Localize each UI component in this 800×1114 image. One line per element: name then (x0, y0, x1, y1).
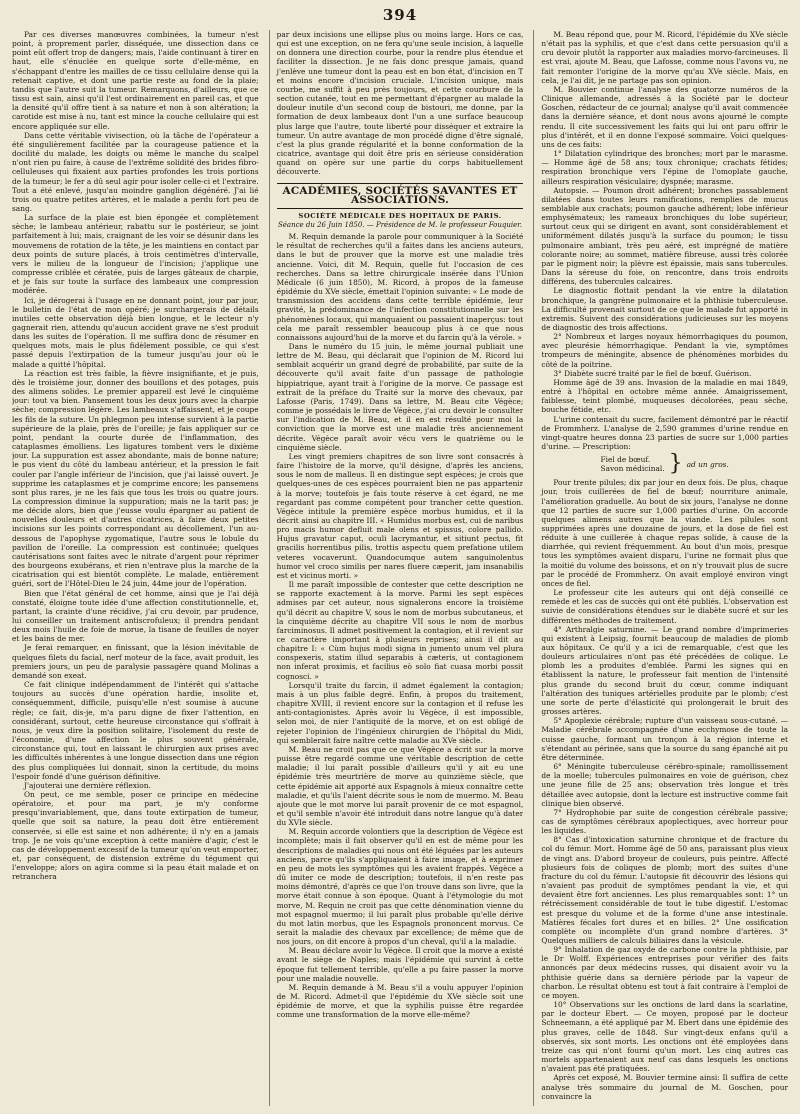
paragraph: Lorsqu'il traite du farcin, il admet également la contagion; mais à un plus faible degré. Enfin, à propos du traitement, chapitre XVIII, il revient encore sur la contagion et il refuse les anti-contagionistes. Après avoir lu Végèce, il est impossible, selon moi, de nier l'antiquité de la morve, et on est obligé de rejeter l'opinion de l'ingénieux chirurgien de l'hôpital du Midi, qui semblerait faire naître cette maladie au XVe siècle. (276, 680, 524, 745)
paragraph: Dans le numéro du 15 juin, le même journal publiait une lettre de M. Beau, qui déclarait que l'opinion de M. Ricord lui semblait acquérir un grand degré de probabilité, par suite de la découverte qu'il avait faite d'un passage de pathologie hippiatrique, ayant trait à l'origine de la morve. Ce passage est extrait de la préface du Traité sur la morve des chevaux, par Lafosse (Paris, 1749). Dans sa lettre, M. Beau cite Végèce; comme je possédais le livre de Végèce, j'ai cru devoir le consulter sur l'indication de M. Beau, et il en est résulté pour moi la conviction que la morve est une maladie très anciennement décrite. Végèce paraît avoir vécu vers le quatrième ou le cinquième siècle. (276, 342, 524, 452)
paragraph: Pour trente pilules; dix par jour en deux fois. De plus, chaque jour, trois cuillerées de fiel de bœuf; nourriture animale, l'amélioration graduelle. Au bout de six jours, l'analyse ne donne que 12 parties de sucre sur 1,000 parties d'urine. On accorde quelques alimens autres que la viande. Les pilules sont supprimées après une douzaine de jours, et la dose de fiel est réduite à une cuillerée à chaque repas solide, à cause de la diarrhée, qui revient fréquemment. Au bout d'un mois, presque tous les symptômes avaient disparu, l'urine ne formait plus que la moitié du volume des boissons, et on n'y trouvait plus de sucre par le procédé de Frommherz. On avait employé environ vingt onces de fiel. (541, 478, 788, 588)
paragraph: Bien que l'état général de cet homme, ainsi que je l'ai déjà constaté, éloigne toute idée d'une affection constitutionnelle, et, partant, la crainte d'une récidive, j'ai cru devoir, par prudence, lui conseiller un traitement antiscrofuleux; il prendra pendant deux mois l'huile de foie de morue, la tisane de feuilles de noyer et les bains de mer. (12, 588, 259, 644)
paragraph: M. Beau déclare avoir lu Végèce. Il croit que la morve a existé avant le siège de Naples; mais l'épidémie qui survint à cette époque fut tellement terrible, qu'elle a pu faire passer la morve pour une maladie nouvelle. (276, 946, 524, 983)
paragraph: L'urine contenait du sucre, facilement démontré par le réactif de Frommherz. L'analyse de 2,590 grammes d'urine rendue en vingt-quatre heures donna 23 parties de sucre sur 1,000 parties d'urine. — Prescription: (541, 414, 788, 452)
paragraph: M. Beau ne croit pas que ce que Végèce a écrit sur la morve puisse être regardé comme une véritable description de cette maladie; il lui paraît possible d'ailleurs qu'il y ait eu une épidémie très meurtrière de morve au quinzième siècle, que cette épidémie ait apporté aux Espagnols à mieux connaître cette maladie, et qu'ils l'aient décrite sous le nom de muermo. M. Beau ajoute que le mot morve lui paraît provenir de ce mot espagnol, et qu'il semble n'avoir été introduit dans notre langue qu'à dater du XVIe siècle. (276, 744, 524, 828)
paragraph: Dans cette véritable vivisection, où la tâche de l'opérateur a été singulièrement facilitée par la courageuse patience et la docilité du malade, les doigts ou même le manche du scalpel n'ont rien pu faire, à cause de l'extrême solidité des brides fibro-celluleuses qui fixaient aux parties profondes les trois portions de la tumeur; le fer a dû seul agir pour isoler celle-ci et l'extraire. Tout a été enlevé, jusqu'au moindre ganglion dégénéré. J'ai lié trois ou quatre petites artères, et le malade a perdu fort peu de sang. (12, 130, 259, 213)
paragraph: Il me paraît impossible de contester que cette description ne se rapporte exactement à la morve. Parmi les sept espèces admises par cet auteur, nous signalerons encore la troisième qu'il décrit au chapitre V, sous le nom de morbus subcutaneus, et la cinquième décrite au chapitre VII sous le nom de morbus farciminosus. Il admet positivement la contagion, et il revient sur ce caractère important à plusieurs reprises; ainsi il dit au chapitre I: « Cùm hujus modi signa in jumento unum vel plura conspexeris, statim illud separabis à cæteris, ut contagionem non inferat proximis, et facilius eò solo fiat cuasa morbi possit cognosci. » (276, 580, 524, 681)
paragraph: M. Beau répond que, pour M. Ricord, l'épidémie du XVe siècle n'était pas la syphilis, et que c'est dans cette persuasion qu'il a cru devoir plutôt la rapporter aux maladies morvo-farcineuses. Il est vrai, ajoute M. Beau, que Lafosse, comme nous l'avons vu, ne fait remonter l'origine de la morve qu'au XVe siècle. Mais, en cela, je l'ai dit, je ne partage pas son opinion. (541, 30, 788, 85)
brace-glyph: } (668, 451, 683, 477)
article-columns (12, 30, 788, 1106)
paragraph: J'ajouterai une dernière réflexion. (24, 780, 151, 790)
prescription-line: Fiel de bœuf. (600, 455, 651, 465)
prescription-line: Savon médicinal. (600, 464, 665, 474)
paragraph: 4° Arthralgie saturnine. — Le grand nombre d'imprimeries qui existent à Leipsig, fournit beaucoup de maladies de plomb aux hôpitaux. Ce qu'il y a ici de remarquable, c'est que les douleurs articulaires n'ont pas été précédées de colique. Le plomb les a produites d'emblée. Parmi les signes qui en établissent la nature, le professeur fait mention de l'intensité plus grande du second bruit du cœur, comme indiquant l'altération des tuniques artérielles produite par le plomb; c'est une sorte de perte d'élasticité qui prolongerait le bruit des grosses artères. (541, 624, 788, 717)
paragraph: 5° Apoplexie cérébrale; rupture d'un vaisseau sous-cutané. — Maladie cérébrale accompagnée d'une ecchymose de toute la cuisse gauche, formant un tronçon à la région interne et s'étendant au périnée, sans que la source du sang épanché ait pu être déterminée. (541, 716, 788, 762)
paragraph: Par ces diverses manœuvres combinées, la tumeur n'est point, à proprement parler, disséquée, une dissection dans ce point eût offert trop de dangers; mais, l'aide continuant à tirer en haut, elle s'énuclée en quelque sorte d'elle-même, en s'échappant d'entre les mailles de ce tissu cellulaire dense qui la retenait captive, et dont une partie reste au fond de la plaie; tandis que l'autre suit la tumeur. Remarquons, d'ailleurs, que ce tissu est sain, ainsi qu'il l'est ordinairement en pareil cas, et que la densité qu'il offre tient à sa nature et non à son altération; la carotide est mise à nu, tant est mince la couche cellulaire qui est encore appliquée sur elle. (12, 30, 259, 131)
paragraph: 8° Cas d'intoxication saturnine chronique et de fracture du col du fémur. Mort. Homme âgé de 50 ans, paraissant plus vieux de vingt ans. D'abord broyeur de couleurs, puis peintre. Affecté plusieurs fois de coliques de plomb; mort des suites d'une fracture du col du fémur. L'autopsie fit découvrir des lésions qui n'avaient pas produit de symptômes pendant la vie, et qui devaient être fort anciennes. Les plus remarquables sont: 1° un rétrécissement considérable de tout le tube digestif. L'estomac est presque du volume et de la forme d'une anse intestinale. Matières fécales fort dures et en billes. 2° Une ossification complète ou incomplète d'un grand nombre d'artères. 3° Quelques milliers de calculs biliaires dans la vésicule. (541, 835, 788, 945)
paragraph: Ce fait clinique indépendamment de l'intérêt qui s'attache toujours au succès d'une opération hardie, insolite et, conséquemment, difficile, puisqu'elle n'est soumise à aucune règle; ce fait, dis-je, m'a paru digne de fixer l'attention, en considérant, surtout, cette heureuse circonstance qui s'offrait à nous, je veux dire la position solitaire, l'isolement du reste de l'économie, d'une affection le plus souvent générale, circonstance qui, tout en laissant le chirurgien aux prises avec les difficultés inhérentes à une longue dissection dans une région des plus compliquées lui donnait, sinon la certitude, du moins l'espoir fondé d'une guérison définitive. (12, 680, 259, 781)
paragraph: La réaction est très faible, la fièvre insignifiante, et je puis, dès le troisième jour, donner des bouillons et des potages, puis des alimens solides. Le premier appareil est levé le cinquième jour: tout va bien. Pansement tous les deux jours avec la charpie sèche; compression légère. Les lambeaux s'affaissent, et je coupe les fils de la suture. Un phlegmon peu intense survient à la partie supérieure de la plaie, près de l'oreille; je fais appliquer sur ce point, pendant la courte durée de l'inflammation, des cataplasmes émolliens. Les ligatures tombent vers le dixième jour. La suppuration est assez abondante, mais de bonne nature; le pus vient du côté du lambeau antérieur, et la pression le fait couler par l'angle inférieur de l'incision, que j'ai laissé ouvert. Je supprime les cataplasmes et je comprime encore; les pansemens sont plus rares, je ne les fais que tous les trois ou quatre jours. La compression diminue la suppuration; mais ne la tarit pas; je me décide alors, bien que j'eusse voulu épargner au patient de nouvelles douleurs et d'autres cicatrices, à faire deux petites incisions sur les points correspondant au décollement, l'un au-dessous de l'apophyse zygomatique, l'autre sous le lobule du pavillon de l'oreille. La compression est continuée; quelques cautérisations sont faites avec le nitrate d'argent pour réprimer des bourgeons exubérans, et rien n'entrave plus la marche de la cicatrisation qui est bientôt complète. Le malade, entièrement guéri, sort de l'Hôtel-Dieu le 24 juin, 44me jour de l'opération. (12, 368, 259, 589)
paragraph: La surface de la plaie est bien épongée et complètement sèche; le lambeau antérieur, rabattu sur le postérieur, se joint parfaitement à lui; mais, craignant de les voir se désunir dans les mouvemens de rotation de la tête, je les maintiens en contact par deux points de suture placés, à trois centimètres d'intervalle, vers le milieu de la longueur de l'incision; j'applique une compresse criblée et cératée, puis de larges gâteaux de charpie, et je fais sur toute la surface des lambeaux une compression modérée. (12, 213, 259, 296)
prescription-block (541, 451, 788, 477)
prescription-dose: ad un gros. (686, 459, 729, 469)
paragraph: Le professeur cite les auteurs qui ont déjà conseillé ce remède et les cas de succès qui ont été publiés. L'observation est suivie de considérations étendues sur le diabète sucré et sur les différentes méthodes de traitement. (541, 588, 788, 625)
paragraph: 2° Nombreux et larges noyaux hémorrhagiques du poumon, avec pleurésie hémorrhagique. Pendant la vie, symptômes trompeurs de méningite, absence de phénomènes morbides du côté de la poitrine. (541, 332, 788, 369)
society-heading: SOCIÉTÉ MÉDICALE DES HOPITAUX DE PARIS. (298, 211, 502, 220)
paragraph: Après cet exposé, M. Bouvier termine ainsi: Il suffira de cette analyse très sommaire du journal de M. Goschen, pour convaincre la (541, 1073, 788, 1101)
paragraph: 9° Inhalation de gaz oxyde de carbone contre la phthisie, par le Dr Wolff. Expériences entreprises pour vérifier des faits annoncés par deux médecins russes, qui disaient avoir vu la phthisie guérie dans sa dernière période par la vapeur de charbon. Le résultat obtenu est tout à fait contraire à l'emploi de ce moyen. (541, 945, 788, 1000)
paragraph: M. Bouvier continue l'analyse des quatorze numéros de la Clinique allemande, adressés à la Société par le docteur Goschen, rédacteur de ce journal; analyse qu'il avait commencée dans la dernière séance, et dont nous avons ajourné le compte rendu. Il cite successivement les faits qui lui ont paru offrir le plus d'intérêt, et il en donne l'exposé sommaire. Voici quelques-uns de ces faits: (541, 84, 788, 149)
page-number: 394 (382, 6, 418, 24)
paragraph: M. Requin demande à M. Beau s'il a voulu appuyer l'opinion de M. Ricord. Admet-il que l'épidémie du XVe siècle soit une épidémie de morve, et que la syphilis puisse être regardée comme une transformation de la morve elle-même? (276, 982, 524, 1020)
paragraph: M. Requin demande la parole pour communiquer à la Société le résultat de recherches qu'il a faites dans les anciens auteurs, dans le but de prouver que la morve est une maladie très ancienne. Voici, dit M. Requin, quelle fut l'occasion de ces recherches. Dans sa lettre chirurgicale insérée dans l'Union Médicale (6 juin 1850), M. Ricord, à propos de la fameuse épidémie du XVe siècle, émettait l'opinion suivante: « Le mode de transmission des accidens dans cette terrible épidémie, leur gravité, la prédominance de l'infection constitutionnelle sur les phénomènes locaux, qui manquaient ou passaient inaperçus: tout cela me paraît ressembler beaucoup plus à ce que nous connaissons aujourd'hui de la morve et du farcin qu'à la vérole. » (276, 232, 524, 342)
paragraph: Le diagnostic flottait pendant la vie entre la dilatation bronchique, la gangrène pulmonaire et la phthisie tuberculeuse. La difficulté provenait surtout de ce que le malade fut apporté in extremis. Suivent des considérations judicieuses sur les moyens de diagnostic des trois affections. (541, 286, 788, 332)
section-heading: ACADÉMIES, SOCIÉTÉS SAVANTES ET ASSOCIATIONS. (277, 183, 524, 209)
middle-column (269, 30, 524, 1106)
paragraph: On peut, ce me semble, poser ce principe en médecine opératoire, et pour ma part, je m'y conforme presqu'invariablement, que, dans toute extirpation de tumeur, quelle que soit sa nature, la peau doit être entièrement conservée, si elle est saine et non adhérente; il n'y en a jamais trop. Je ne vois qu'une exception à cette manière d'agir, c'est le cas de développement excessif de la tumeur qu'on veut emporter, et, par conséquent, de distension extrême du tégument qui l'enveloppe; alors on agira comme si la peau était malade et on retranchera (12, 789, 259, 882)
paragraph: M. Requin accorde volontiers que la description de Végèce est incomplète; mais il fait observer qu'il en est de même pour les descriptions de maladies qui nous ont été léguées par les auteurs anciens, parce qu'ils s'appliquaient à faire image, et à exprimer en peu de mots les symptômes qui les avaient frappés. Végèce a dû imiter ce mode de description; toutefois, il n'en reste pas moins démontré, d'après ce que l'on trouve dans son livre, que la morve était connue à son époque. Quant à l'étymologie du mot morve, M. Requin ne croit pas que cette dénomination vienne du mot espagnol muermo; il lui paraît plus probable qu'elle dérive du mot latin morbus, que les Espagnols prononcent morvus. Ce serait la maladie des chevaux par excellence; de même que de nos jours, on dit encore à propos d'un cheval, qu'il a la maladie. (276, 827, 524, 947)
paragraph: 1° Dilatation cylindrique des bronches; mort par le marasme. — Homme âgé de 58 ans; toux chronique; crachats fétides; respiration bronchique vers l'épine de l'omoplate gauche, ailleurs respiration vésiculaire; dyspnée; marasme. (541, 149, 788, 186)
right-column (533, 30, 788, 1106)
paragraph: 7° Hydrophobie par suite de congestion cérébrale passive; cas de symptômes cérébraux apoplectiques, avec horreur pour les liquides. (541, 807, 788, 836)
paragraph: par deux incisions une ellipse plus ou moins large. Hors ce cas, qui est une exception, on ne fera qu'une seule incision, à laquelle on donnera une direction courbe, pour la rendre plus étendue et faciliter la dissection. Je ne fais donc presque jamais, quand j'enlève une tumeur dont la peau est en bon état, d'incision en T et moins encore d'incision cruciale. L'incision unique, mais courbe, me suffit à peu près toujours, et cette courbure de la section cutanée, tout en me permettant d'épargner au malade la douleur inutile d'un second coup de bistouri, me donne, par la formation de deux lambeaux dont l'un a une surface beaucoup plus large que l'autre, toute liberté pour disséquer et extraire la tumeur. Un autre avantage de mon procédé digne d'être signalé, c'est la plus grande régularité et la bonne conformation de la cicatrice, avantage qui doit être pris en sérieuse considération quand on opère sur une partie du corps habituellement découverte. (276, 30, 524, 177)
paragraph: Autopsie. — Poumon droit adhérent; bronches passablement dilatées dans toutes leurs ramifications, remplies de mucus semblable aux crachats; poumon gauche adhérent; lobe inférieur emphysémateux; les rameaux bronchiques du lobe supérieur, surtout ceux qui se dirigent en avant, sont considérablement et uniformément dilatés jusqu'à la surface du poumon; le tissu pulmonaire ambiant, très peu aéré, est imprégné de matière colorante noire; au sommet, matière fibreuse, aussi très colorée par le pigment noir; la plèvre est épaissie, mais sans tubercules. Dans la séreuse du foie, on rencontre, dans trois endroits différens, des tubercules calcaires. (541, 185, 788, 287)
left-column (12, 30, 259, 1106)
sitting-line: Séance du 26 Juin 1850. — Présidence de M. le professeur Fouquier. (277, 220, 523, 229)
paragraph: 6° Méningite tuberculeuse cérébro-spinale; ramollissement de la moelle; tubercules pulmonaires en voie de guérison, chez une jeune fille de 25 ans; observation très longue et très détaillée avec autopsie, dont la lecture est instructive comme fait clinique bien observé. (541, 762, 788, 808)
prescription-items (601, 455, 665, 473)
paragraph: Les vingt premiers chapitres de son livre sont consacrés à faire l'histoire de la morve, qu'il désigne, d'après les anciens, sous le nom de malleus. Il en distingue sept espèces; je crois que quelques-unes de ces espèces pourraient bien ne pas appartenir à la morve; toutefois je fais toute réserve à cet égard, ne me regardant pas comme compétent pour trancher cette question. Végèce intitule la première espèce morbus humidus, et il la décrit ainsi au chapitre III. « Humidus morbus est, cui de naribus pro macis humor defluit male olens et spissus, colore pallido. Hujus gravatur caput, oculi lacrymantur, et sitiunt pectus, fit gracilis horrentibus pilis, trottis aspectu quem prefatione utilem veteres vocaverunt. Quandocumque autem sanguinolentus humor vel croco similis per nares fluere cæperit, jam insanabilis est et vicinus morti. » (276, 451, 524, 580)
paragraph: 3° Diabète sucré traité par le fiel de bœuf. Guérison. (553, 368, 752, 378)
paragraph: Ici, je dérogerai à l'usage en ne donnant point, jour par jour, le bulletin de l'état de mon opéré; je surchargerais de détails inutiles cette observation déjà bien longue, et le lecteur n'y gagnerait rien, attendu qu'aucun accident grave ne s'est produit dans les suites de l'opération. Il me suffira donc de résumer en quelques mots, mais le plus fidèlement possible, ce qui s'est passé depuis l'extirpation de la tumeur jusqu'au jour où le malade a quitté l'hôpital. (12, 295, 259, 369)
paragraph: Je ferai remarquer, en finissant, que la lésion inévitable de quelques filets du facial, nerf moteur de la face, avait produit, les premiers jours, un peu de paralysie passagère quand Molinas a demandé son exeat. (12, 643, 259, 680)
paragraph: 10° Observations sur les onctions de lard dans la scarlatine, par le docteur Ebert. — Ce moyen, proposé par le docteur Schneemann, a été appliqué par M. Ebert dans une épidémie des plus graves, celle de 1848. Sur vingt-deux enfans qu'il a observés, six sont morts. Les onctions ont été employées dans treize cas qui n'ont fourni qu'un mort. Les cinq autres cas mortels appartenaient aux neuf cas dans lesquels les onctions n'avaient pas été pratiquées. (541, 1000, 788, 1074)
paragraph: Homme âgé de 39 ans. Invasion de la maladie en mai 1849, entré à l'hôpital en octobre même année. Amaigrissement, faiblesse, teint plombé, muqueuses décolorées, peau sèche, bouche fétide, etc. (541, 377, 788, 415)
